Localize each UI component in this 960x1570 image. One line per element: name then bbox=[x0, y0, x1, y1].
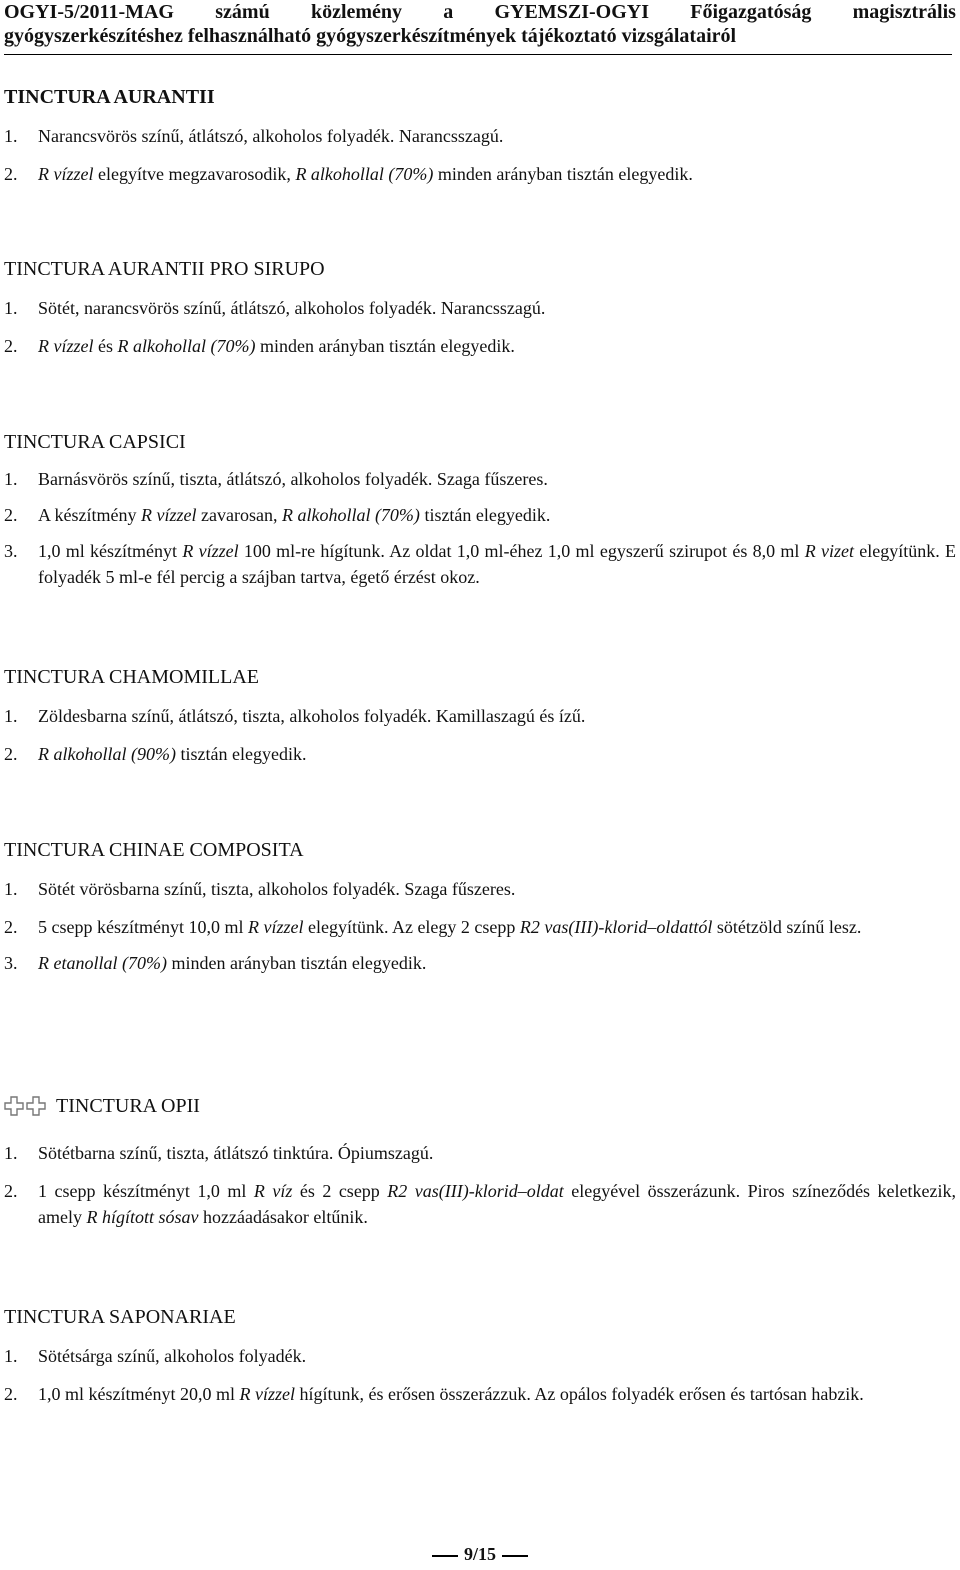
item-number: 2. bbox=[4, 917, 18, 937]
header-line-2: gyógyszerkészítéshez felhasználható gyógyszerkészítmények tájékoztató vizsgálatairól bbox=[4, 25, 737, 47]
item-text: Sötét, narancsvörös színű, átlátszó, alkoholos folyadék. Narancsszagú. bbox=[38, 298, 546, 318]
reagent-text: R etanollal (70%) bbox=[38, 953, 167, 973]
item-text: sötétzöld színű lesz. bbox=[712, 917, 862, 937]
item-number: 2. bbox=[4, 744, 18, 764]
item-number: 1. bbox=[4, 1143, 18, 1163]
item-text: Narancsvörös színű, átlátszó, alkoholos folyadék. Narancsszagú. bbox=[38, 126, 504, 146]
item-number: 1. bbox=[4, 706, 18, 726]
item-text: tisztán elegyedik. bbox=[175, 744, 307, 764]
section-title: TINCTURA OPII bbox=[56, 1095, 200, 1117]
section-title: TINCTURA SAPONARIAE bbox=[4, 1306, 236, 1328]
item-text: elegyítve megzavarosodik, bbox=[93, 164, 296, 184]
item-text: Zöldesbarna színű, átlátszó, tiszta, alkoholos folyadék. Kamillaszagú és ízű. bbox=[38, 706, 586, 726]
item-number: 2. bbox=[4, 1384, 18, 1404]
item-text: elegyítünk. Az elegy 2 csepp bbox=[303, 917, 520, 937]
item-text: zavarosan, bbox=[196, 505, 282, 525]
section-tinctura-saponariae bbox=[4, 1305, 956, 1407]
reagent-text: R2 vas(III)-klorid–oldattól bbox=[519, 917, 713, 937]
item-text: hozzáadásakor eltűnik. bbox=[198, 1207, 368, 1227]
list-item bbox=[4, 914, 956, 940]
page-number-dash bbox=[502, 1555, 528, 1557]
item-number: 2. bbox=[4, 164, 18, 184]
list-item bbox=[4, 161, 956, 187]
list-item bbox=[4, 1178, 956, 1230]
double-cross-icon bbox=[4, 1096, 24, 1116]
item-text: elegyével összerázunk. Piros színeződés keletkezik, amely bbox=[38, 1181, 957, 1227]
list-item bbox=[4, 1343, 956, 1369]
item-text: minden arányban tisztán elegyedik. bbox=[255, 336, 515, 356]
item-text: 5 csepp készítményt 10,0 ml bbox=[38, 917, 248, 937]
section-title: TINCTURA CHINAE COMPOSITA bbox=[4, 839, 304, 861]
section-tinctura-chinae-composita bbox=[4, 838, 956, 976]
list-item bbox=[4, 295, 956, 321]
item-text: 1,0 ml készítményt 20,0 ml bbox=[38, 1384, 240, 1404]
controlled-substance-marks bbox=[4, 1096, 46, 1116]
item-text: 1 csepp készítményt 1,0 ml bbox=[38, 1181, 254, 1201]
item-text: hígítunk, és erősen összerázzuk. Az opálos folyadék erősen és tartósan habzik. bbox=[294, 1384, 864, 1404]
item-number: 2. bbox=[4, 1181, 18, 1201]
header-rule bbox=[4, 54, 952, 55]
item-text: és 2 csepp bbox=[292, 1181, 388, 1201]
header-line-1 bbox=[4, 0, 956, 24]
reagent-text: R vízzel bbox=[38, 336, 94, 356]
page-number-dash bbox=[432, 1555, 458, 1557]
list-item bbox=[4, 1140, 956, 1166]
item-text: minden arányban tisztán elegyedik. bbox=[433, 164, 693, 184]
section-tinctura-capsici bbox=[4, 430, 956, 590]
reagent-text: R alkohollal (90%) bbox=[38, 744, 176, 764]
list-item bbox=[4, 123, 956, 149]
header-word: Főigazgatóság bbox=[690, 1, 812, 23]
item-number: 2. bbox=[4, 505, 18, 525]
header-word: a bbox=[443, 1, 454, 23]
list-item bbox=[4, 333, 956, 359]
list-item bbox=[4, 502, 956, 528]
header-word: OGYI-5/2011-MAG bbox=[4, 1, 174, 23]
reagent-text: R vízzel bbox=[247, 917, 304, 937]
reagent-text: R vízzel bbox=[140, 505, 197, 525]
reagent-text: R vízzel bbox=[182, 541, 239, 561]
list-item bbox=[4, 1381, 956, 1407]
reagent-text: R hígított sósav bbox=[86, 1207, 199, 1227]
item-number: 1. bbox=[4, 126, 18, 146]
reagent-text: R víz bbox=[253, 1181, 293, 1201]
item-text: Barnásvörös színű, tiszta, átlátszó, alkoholos folyadék. Szaga fűszeres. bbox=[38, 469, 548, 489]
reagent-text: R vizet bbox=[804, 541, 854, 561]
item-text: Sötétbarna színű, tiszta, átlátszó tinktúra. Ópiumszagú. bbox=[38, 1143, 434, 1163]
reagent-text: R vízzel bbox=[38, 164, 94, 184]
reagent-text: R alkohollal (70%) bbox=[281, 505, 420, 525]
reagent-text: R vízzel bbox=[239, 1384, 295, 1404]
item-text: elegyítünk. E folyadék 5 ml-e fél percig a szájban tartva, égető érzést okoz. bbox=[38, 541, 956, 587]
section-tinctura-opii bbox=[4, 1094, 956, 1230]
reagent-text: R2 vas(III)-klorid–oldat bbox=[387, 1181, 564, 1201]
document-header bbox=[4, 0, 956, 48]
section-title: TINCTURA CHAMOMILLAE bbox=[4, 666, 259, 688]
item-text: és bbox=[93, 336, 118, 356]
list-item bbox=[4, 538, 956, 590]
header-word: GYEMSZI-OGYI bbox=[494, 1, 650, 23]
section-title: TINCTURA CAPSICI bbox=[4, 431, 186, 453]
section-title-row bbox=[4, 1094, 956, 1118]
list-item bbox=[4, 466, 956, 492]
item-text: 1,0 ml készítményt bbox=[38, 541, 183, 561]
page-number-text: 9/15 bbox=[463, 1544, 496, 1564]
section-tinctura-chamomillae bbox=[4, 665, 956, 767]
item-text: minden arányban tisztán elegyedik. bbox=[166, 953, 427, 973]
list-item bbox=[4, 950, 956, 976]
item-text: Sötét vörösbarna színű, tiszta, alkoholos folyadék. Szaga fűszeres. bbox=[38, 879, 516, 899]
item-number: 3. bbox=[4, 953, 18, 973]
item-number: 1. bbox=[4, 469, 18, 489]
section-title: TINCTURA AURANTII bbox=[4, 86, 215, 108]
section-tinctura-aurantii-pro-sirupo bbox=[4, 257, 956, 359]
item-text: Sötétsárga színű, alkoholos folyadék. bbox=[38, 1346, 307, 1366]
double-cross-icon bbox=[26, 1096, 46, 1116]
item-number: 1. bbox=[4, 879, 18, 899]
section-tinctura-aurantii bbox=[4, 85, 956, 187]
item-text: A készítmény bbox=[38, 505, 141, 525]
item-number: 1. bbox=[4, 1346, 18, 1366]
reagent-text: R alkohollal (70%) bbox=[295, 164, 434, 184]
item-text: tisztán elegyedik. bbox=[419, 505, 551, 525]
item-number: 2. bbox=[4, 336, 18, 356]
list-item bbox=[4, 876, 956, 902]
list-item bbox=[4, 703, 956, 729]
item-number: 1. bbox=[4, 298, 18, 318]
header-word: közlemény bbox=[310, 1, 403, 23]
list-item bbox=[4, 741, 956, 767]
section-title: TINCTURA AURANTII PRO SIRUPO bbox=[4, 258, 325, 280]
reagent-text: R alkohollal (70%) bbox=[117, 336, 256, 356]
page-number bbox=[0, 1544, 960, 1565]
header-word: számú bbox=[215, 1, 270, 23]
item-text: 100 ml-re hígítunk. Az oldat 1,0 ml-éhez 1,0 ml egyszerű szirupot és 8,0 ml bbox=[238, 541, 805, 561]
item-number: 3. bbox=[4, 541, 18, 561]
header-word: magisztrális bbox=[852, 1, 956, 23]
